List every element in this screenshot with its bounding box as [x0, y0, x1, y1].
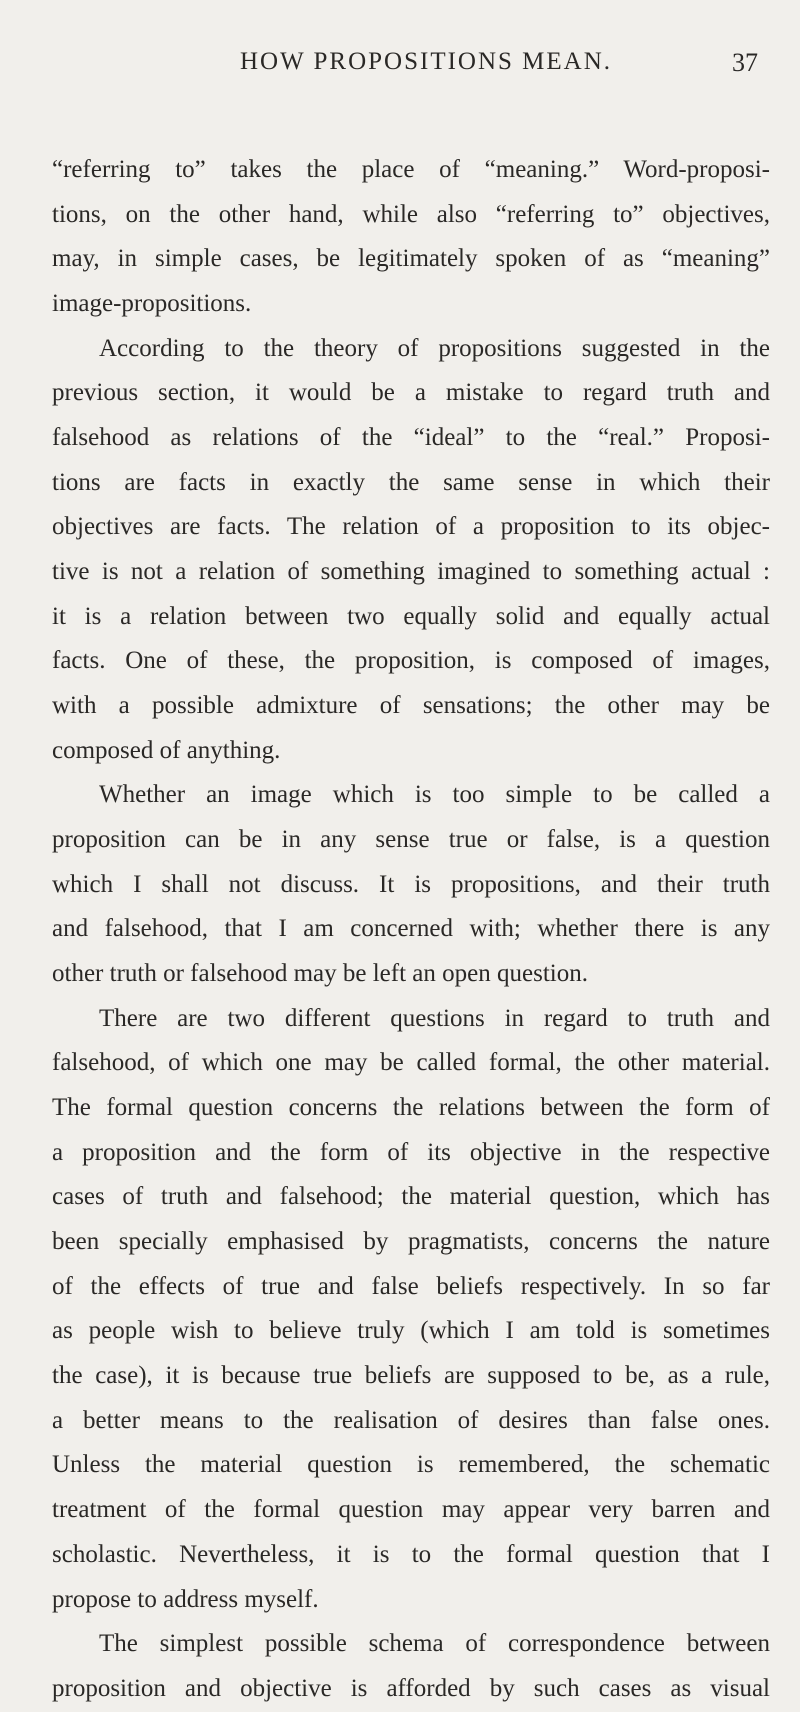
text-line: tions are facts in exactly the same sense in which their: [52, 468, 770, 496]
text-line: tive is not a relation of something imagined to something actual :: [52, 558, 770, 586]
text-line: composed of anything.: [52, 736, 281, 764]
text-line: Unless the material question is remembered, the schematic: [52, 1451, 770, 1479]
text-line: with a possible admixture of sensations; the other may be: [52, 692, 770, 720]
page-number: 37: [732, 48, 758, 77]
text-line: objectives are facts. The relation of a proposition to its objec-: [52, 513, 770, 541]
text-line: image-propositions.: [52, 290, 252, 318]
text-line: and falsehood, that I am concerned with; whether there is any: [52, 915, 770, 943]
text-line: other truth or falsehood may be left an open question.: [52, 960, 588, 988]
text-line: tions, on the other hand, while also “referring to” objectives,: [52, 200, 770, 228]
text-line: “referring to” takes the place of “meaning.” Word-proposi-: [52, 156, 770, 183]
text-line: proposition can be in any sense true or false, is a question: [52, 826, 770, 854]
text-line: previous section, it would be a mistake to regard truth and: [52, 379, 770, 407]
text-line: as people wish to believe truly (which I am told is sometimes: [52, 1317, 770, 1345]
body-text: [52, 148, 770, 1712]
text-line: There are two different questions in regard to truth and: [99, 1004, 770, 1032]
text-line: falsehood, of which one may be called formal, the other material.: [52, 1049, 770, 1077]
running-head: [0, 48, 800, 88]
text-line: proposition and objective is afforded by such cases as visual: [52, 1674, 770, 1702]
text-line: which I shall not discuss. It is propositions, and their truth: [52, 870, 770, 898]
running-title: HOW PROPOSITIONS MEAN.: [240, 48, 613, 75]
text-line: may, in simple cases, be legitimately spoken of as “meaning”: [52, 245, 770, 273]
text-line: According to the theory of propositions suggested in the: [99, 334, 770, 362]
text-line: been specially emphasised by pragmatists, concerns the nature: [52, 1228, 770, 1256]
text-line: facts. One of these, the proposition, is composed of images,: [52, 647, 770, 675]
text-line: falsehood as relations of the “ideal” to the “real.” Proposi-: [52, 424, 770, 452]
text-line: Whether an image which is too simple to be called a: [99, 781, 770, 809]
text-line: scholastic. Nevertheless, it is to the formal question that I: [52, 1540, 770, 1568]
text-line: cases of truth and falsehood; the material question, which has: [52, 1183, 770, 1211]
text-line: propose to address myself.: [52, 1585, 319, 1613]
text-line: a better means to the realisation of desires than false ones.: [52, 1406, 770, 1434]
text-line: the case), it is because true beliefs are supposed to be, as a rule,: [52, 1362, 770, 1390]
text-line: it is a relation between two equally solid and equally actual: [52, 602, 770, 630]
text-line: of the effects of true and false beliefs respectively. In so far: [52, 1272, 770, 1300]
text-line: The simplest possible schema of correspondence between: [99, 1630, 770, 1658]
text-line: treatment of the formal question may appear very barren and: [52, 1496, 770, 1524]
text-line: a proposition and the form of its objective in the respective: [52, 1138, 770, 1166]
text-line: The formal question concerns the relations between the form of: [52, 1094, 770, 1122]
